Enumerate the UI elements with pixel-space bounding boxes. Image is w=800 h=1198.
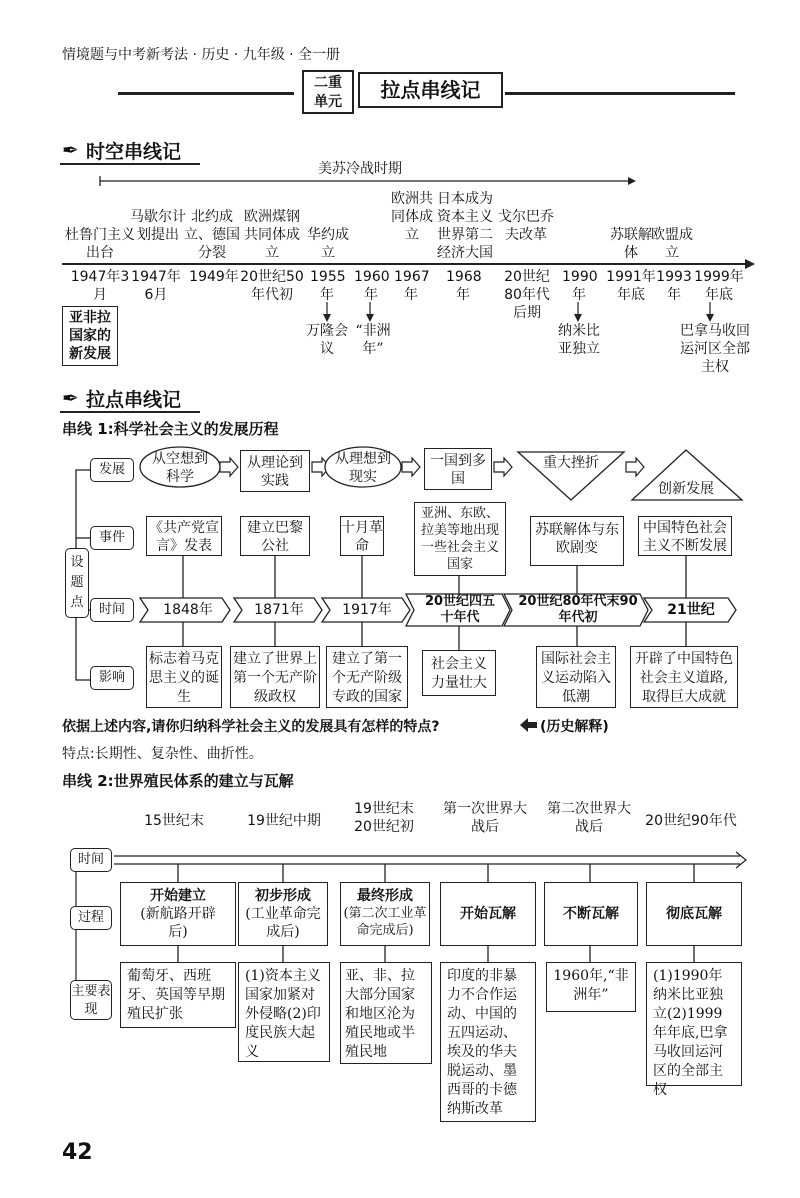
period-19c-20c: 19世纪末20世纪初: [354, 801, 414, 835]
date-1947-6: 1947年6月: [131, 269, 181, 303]
event-soviet-collapse: 苏联解体与东欧剧变: [530, 516, 624, 566]
event-paris-commune: 建立巴黎公社: [240, 516, 310, 556]
main-africa-year: 1960年,“非洲年”: [546, 962, 636, 1012]
section2-heading: 拉点串线记: [86, 389, 182, 411]
period-1990s: 20世纪90年代: [645, 813, 737, 829]
section1-heading: 时空串线记: [86, 141, 182, 163]
dev-one-to-many: 一国到多国: [424, 448, 492, 490]
period-19c-mid: 19世纪中期: [247, 813, 321, 829]
cold-war-label: 美苏冷战时期: [300, 160, 420, 178]
event-1991: 苏联解体: [610, 227, 652, 261]
impact-chinese-road: 开辟了中国特色社会主义道路,取得巨大成就: [630, 646, 738, 708]
date-1980s: 20世纪80年代后期: [504, 269, 550, 321]
date-1967: 1967年: [394, 269, 430, 303]
dev-ideal-to-reality: 从理想到现实: [335, 451, 391, 485]
page-number: 42: [62, 1140, 93, 1165]
question-text: 依据上述内容,请你归纳科学社会主义的发展具有怎样的特点?: [62, 719, 440, 735]
event-socialist-countries: 亚洲、东欧、拉美等地出现一些社会主义国家: [414, 502, 506, 576]
process-initial: [238, 882, 328, 946]
unit-title: 拉点串线记: [358, 72, 503, 108]
question-tag: (历史解释): [540, 719, 609, 735]
event-1947-3: 杜鲁门主义出台: [65, 227, 135, 261]
event-1993: 欧盟成立: [651, 227, 693, 261]
event-1968: 日本成为资本主义世界第二经济大国: [437, 191, 493, 261]
dev-innovative-development: 创新发展: [658, 481, 714, 497]
date-1968: 1968年: [446, 269, 482, 303]
time-1917: 1917年: [342, 602, 392, 618]
row-label-development: 发展: [90, 458, 134, 482]
row-label-event: 事件: [90, 526, 134, 550]
row-label-time: 时间: [90, 598, 134, 622]
process-begin-title: 开始建立: [150, 888, 206, 904]
t2-row-label-process: 过程: [70, 906, 112, 930]
event-1947-6: 马歇尔计划提出: [130, 209, 186, 243]
date-1960: 1960年: [354, 269, 390, 303]
time-1871: 1871年: [254, 602, 304, 618]
event-1949: 北约成立、德国分裂: [184, 209, 240, 261]
process-start-collapse: 开始瓦解: [440, 882, 536, 946]
time-21st-century: 21世纪: [667, 602, 715, 618]
thread2-title: 串线 2:世界殖民体系的建立与瓦解: [62, 772, 294, 790]
unit-badge-line1: 二重: [314, 75, 342, 91]
main-national-movements: 印度的非暴力不合作运动、中国的五四运动、埃及的华夫脱运动、墨西哥的卡德纳斯改革: [440, 962, 536, 1122]
event-bandung: 万隆会议: [306, 323, 348, 357]
time-1980s-90s: 20世纪80年代末90年代初: [518, 594, 638, 625]
dev-utopia-to-science: 从空想到科学: [152, 451, 208, 485]
process-initial-sub: (工业革命完成后): [245, 906, 321, 940]
event-1950s: 欧洲煤钢共同体成立: [244, 209, 300, 261]
answer-text: 特点:长期性、复杂性、曲折性。: [62, 746, 263, 762]
process-complete-collapse: 彻底瓦解: [646, 882, 742, 946]
event-1955-above: 华约成立: [307, 227, 349, 261]
side-label-asia-africa: 亚非拉国家的新发展: [62, 306, 118, 366]
date-1991: 1991年年底: [606, 269, 656, 303]
unit-badge-line2: 单元: [314, 94, 342, 110]
dev-theory-to-practice: 从理论到实践: [240, 450, 310, 492]
design-point-label: 设题点: [65, 548, 89, 618]
process-begin: [120, 882, 236, 946]
main-colonies: 亚、非、拉大部分国家和地区沦为殖民地或半殖民地: [340, 962, 432, 1064]
quill-icon: ✒: [62, 138, 79, 162]
process-final-sub: (第二次工业革命完成后): [343, 906, 427, 938]
process-continue-collapse: 不断瓦解: [544, 882, 638, 946]
thread1-title: 串线 1:科学社会主义的发展历程: [62, 420, 279, 438]
row-label-impact: 影响: [90, 666, 134, 690]
event-chinese-socialism: 中国特色社会主义不断发展: [638, 516, 732, 556]
date-1955: 1955年: [310, 269, 346, 303]
event-namibia: 纳米比亚独立: [558, 323, 600, 357]
impact-movement-low-tide: 国际社会主义运动陷入低潮: [536, 646, 616, 708]
event-africa-year: “非洲年”: [355, 323, 391, 357]
event-1967: 欧洲共同体成立: [391, 191, 433, 243]
main-invasion-uprising: (1)资本主义国家加紧对外侵略(2)印度民族大起义: [238, 962, 330, 1062]
event-1980s: 戈尔巴乔夫改革: [498, 209, 554, 243]
book-title: 情境题与中考新考法 · 历史 · 九年级 · 全一册: [62, 47, 341, 63]
t2-row-label-main: 主要表现: [70, 980, 112, 1020]
event-communist-manifesto: 《共产党宣言》发表: [146, 516, 222, 556]
t2-row-label-time: 时间: [70, 848, 112, 872]
period-ww2: 第二次世界大战后: [547, 801, 631, 835]
period-15c: 15世纪末: [144, 813, 204, 829]
event-panama: 巴拿马收回运河区全部主权: [680, 323, 750, 375]
process-final: [340, 882, 430, 946]
date-1993: 1993年: [656, 269, 692, 303]
period-ww1: 第一次世界大战后: [443, 801, 527, 835]
date-1949: 1949年: [189, 269, 239, 285]
time-1848: 1848年: [163, 602, 213, 618]
date-1947-3: 1947年3月: [70, 269, 130, 303]
impact-socialism-grows: 社会主义力量壮大: [422, 650, 496, 696]
dev-major-setback: 重大挫折: [543, 455, 599, 471]
date-1999: 1999年年底: [694, 269, 744, 303]
process-initial-title: 初步形成: [255, 888, 311, 904]
main-early-expansion: 葡萄牙、西班牙、英国等早期殖民扩张: [120, 962, 236, 1028]
quill-icon-2: ✒: [62, 386, 79, 410]
process-final-title: 最终形成: [357, 888, 413, 904]
process-begin-sub: (新航路开辟后): [140, 906, 216, 940]
time-1940s-50s: 20世纪四五十年代: [424, 594, 496, 625]
date-1950s: 20世纪50年代初: [240, 269, 304, 303]
impact-marxism-birth: 标志着马克思主义的诞生: [146, 646, 222, 708]
impact-first-proletarian-state: 建立了第一个无产阶级专政的国家: [326, 646, 408, 708]
main-namibia-panama: (1)1990年纳米比亚独立(2)1999年年底,巴拿马收回运河区的全部主权: [646, 962, 742, 1086]
impact-first-proletarian-regime: 建立了世界上第一个无产阶级政权: [230, 646, 320, 708]
date-1990: 1990年: [562, 269, 598, 303]
event-october-revolution: 十月革命: [340, 516, 384, 556]
